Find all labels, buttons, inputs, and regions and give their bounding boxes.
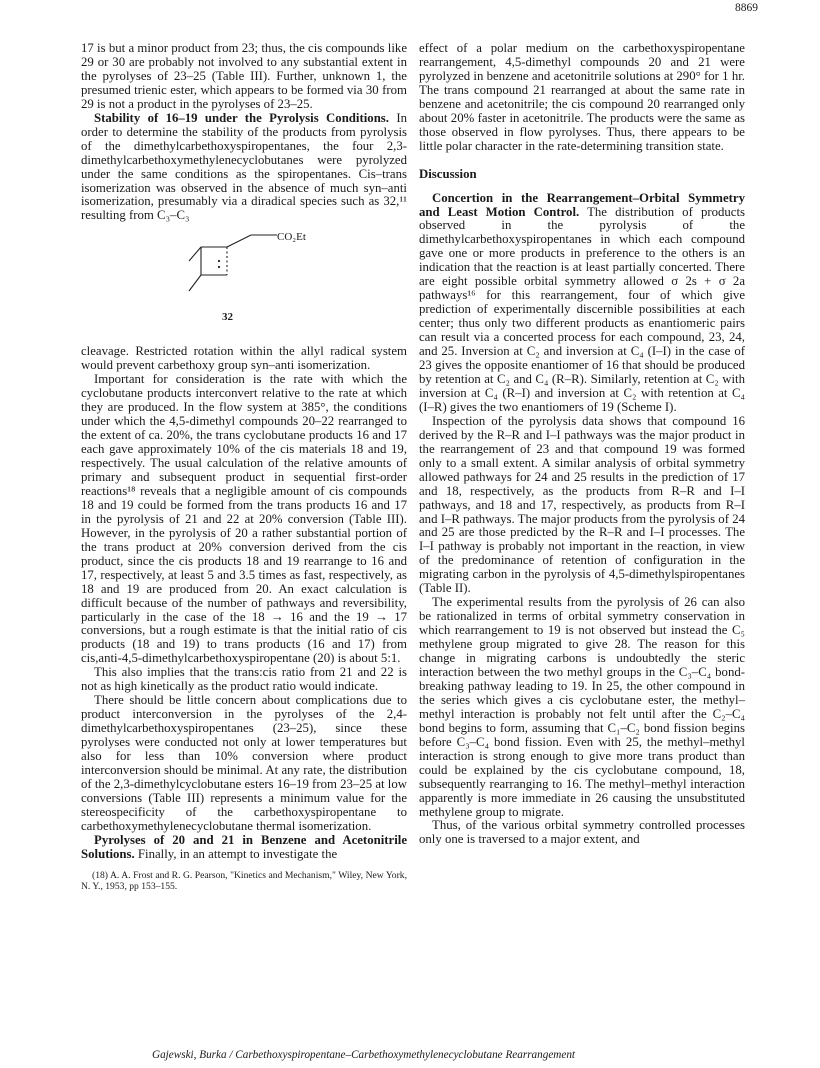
- paragraph: cleavage. Restricted rotation within the allyl radical system would prevent carbethoxy group syn–anti isomerization.: [81, 344, 407, 373]
- running-footer: Gajewski, Burka / Carbethoxyspiropentane–Carbethoxymethylenecyclobutane Rearrangement: [152, 1049, 576, 1061]
- left-column: [81, 42, 407, 892]
- paragraph: This also implies that the trans:cis ratio from 21 and 22 is not as high kinetically as the product ratio would indicate.: [81, 665, 407, 694]
- paragraph: 17 is but a minor product from 23; thus, the cis compounds like 29 or 30 are probably not involved to any substantial extent in the pyrolyses of 23–25 (Table III). Further, unknown 1, the presumed trienic ester, which appears to be formed via 30 from 29 is not a product in the pyrolyses of 23–25.: [81, 41, 407, 111]
- paragraph-text: The distribution of products observed in the pyrolysis of the dimethylcarbethoxyspiropentanes in which each compound gave one or more products in preference to the others is an indication that the reaction is at least partially concerted. There are eight possible orbital symmetry allowed σ 2s + σ 2a pathways¹⁶ for this rearrangement, four of which give prediction of experimentally discernible possibilities at each center; thus only two different products as enantiomeric pairs can result via a concerted process for each compound, 23, 24, and 25. Inversion at C₂ and inversion at C₄ (I–I) in the case of 23 gives the opposite enantiomer of 16 that should be produced by retention at C₂ and C₄ (R–R). Similarly, retention at C₂ with inversion at C₄ (R–I) and inversion at C₂ with retention at C₄ (I–R) gives the two enantiomers of 19 (Scheme I).: [419, 204, 746, 414]
- paragraph-stability: [81, 112, 407, 224]
- paragraph: Important for consideration is the rate with which the cyclobutane products interconvert relative to the rate at which they are produced. In the flow system at 385°, the conditions under which the 4,5-dimethyl compounds 20–22 rearranged to the extent of ca. 20%, the trans cyclobutane products 16 and 17 each gave approximately 10% of the cis materials 18 and 19, respectively. The usual calculation of the relative amounts of primary and subsequent product in sequential first-order reactions¹⁸ reveals that a negligible amount of cis compounds 18 and 19 could be formed from the trans products 16 and 17 in the pyrolysis of 21 and 22 at 20% conversion (Table III). However, in the pyrolysis of 20 a rather substantial portion of the trans product at 20% conversion derived from the cis product, since the cis products 18 and 19 rearrange to 16 and 17, respectively, at least 5 and 3.5 times as fast, respectively, as 18 and 19 are produced from 20. An exact calculation is difficult because of the number of pathways and reversibility, particularly in the case of the 18 → 16 and the 19 → 17 conversions, but a rough estimate is that the initial ratio of cis products (18 and 19) to trans products (16 and 17) from cis,anti-4,5-dimethylcarbethoxyspiropentane (20) is about 5:1.: [81, 372, 407, 666]
- footnote: (18) A. A. Frost and R. G. Pearson, "Kinetics and Mechanism," Wiley, New York, N. Y., 1953, pp 153–155.: [81, 869, 407, 892]
- paragraph-pyrolyses: [81, 834, 407, 862]
- run-in-heading: Stability of 16–19 under the Pyrolysis Conditions.: [94, 110, 389, 125]
- compound-number-label: 32: [222, 311, 233, 324]
- paragraph-concertion: [419, 192, 745, 415]
- paragraph-text: In order to determine the stability of the products from pyrolysis of the dimethylcarbethoxyspiropentanes, the four 2,3-dimethylcarbethoxymethylenecyclobutanes were pyrolyzed under the same conditions as the spiropentanes. Cis–trans isomerization was observed in the absence of much syn–anti isomerization, presumably via a diradical species such as 32,¹¹ resulting from C₃–C₃: [81, 110, 408, 223]
- run-in-heading: Concertion in the Rearrangement–Orbital Symmetry and Least Motion Control.: [419, 190, 745, 219]
- structure-figure-32: [81, 225, 407, 343]
- right-column: [419, 42, 745, 847]
- cyclobutene-structure-drawing: [181, 225, 291, 305]
- section-heading-discussion: Discussion: [419, 166, 477, 181]
- paragraph: effect of a polar medium on the carbethoxyspiropentane rearrangement, 4,5-dimethyl compounds 20 and 21 were pyrolyzed in benzene and acetonitrile solutions at 290° for 1 hr. The trans compound 21 rearranged at about the same rate in benzene and acetonitrile; the cis compound 20 rearranged only about 20% faster in acetonitrile. The products were the same as those observed in flow pyrolyses. Thus, there appears to be little polar character in the rate-determining transition state.: [419, 41, 745, 153]
- paragraph: Thus, of the various orbital symmetry controlled processes only one is traversed to a major extent, and: [419, 818, 745, 847]
- structure-substituent-label: CO₂Et: [277, 231, 306, 244]
- paragraph: There should be little concern about complications due to product interconversion in the pyrolyses of the 2,4-dimethylcarbethoxyspiropentanes (23–25), since these pyrolyses were conducted not only at lower temperatures but also for less than 10% conversion where product interconversion should be minimal. At any rate, the distribution of the 2,3-dimethylcyclobutane esters 16–19 from 23–25 at low conversions (Table III) represents a minimum value for the stereospecificity of the carbethoxyspiropentane to carbethoxymethylenecyclobutane thermal isomerization.: [81, 693, 407, 833]
- paragraph: Inspection of the pyrolysis data shows that compound 16 derived by the R–R and I–I pathways was the major product in the rearrangement of 23 and that compound 19 was formed only to a small extent. A similar analysis of orbital symmetry allowed pathways for 24 and 25 results in the prediction of 17 and 18, respectively, as the products from R–R and I–I pathways, and 18 and 17, respectively, as products from R–I and I–R pathways. The major products from the pyrolysis of 24 and 25 are those predicted by the R–R and I–I processes. The I–I pathway is probably not important in the reaction, in view of the predominance of retention of configuration in the migrating carbon in the pyrolysis of 4,5-dimethylspiropentanes (Table II).: [419, 413, 745, 596]
- run-in-heading: Pyrolyses of 20 and 21 in Benzene and Acetonitrile Solutions.: [81, 832, 407, 861]
- paragraph: The experimental results from the pyrolysis of 26 can also be rationalized in terms of orbital symmetry conservation in which rearrangement to 19 is not observed but instead the C₅ methylene group migrated to give 28. The reason for this change in migrating carbons is undoubtedly the steric interaction between the two methyl groups in the C₃–C₄ bond-breaking pathway leading to 19. In 25, the other compound in the series which gives a cis cyclobutane ester, the methyl–methyl interaction is probably not felt until after the C₂–C₄ bond begins to form, assuming that C₁–C₂ bond fission begins before C₃–C₄ bond fission. Even with 25, the methyl–methyl interaction is strong enough to give more trans product than could be explained by the cis cyclobutane compound, 18, subsequently rearranging to 16. The methyl–methyl interaction apparently is more immediate in 26 causing the unsubstituted methylene group to migrate.: [419, 595, 745, 819]
- paragraph-text: Finally, in an attempt to investigate the: [134, 846, 338, 861]
- page-number: 8869: [735, 2, 758, 14]
